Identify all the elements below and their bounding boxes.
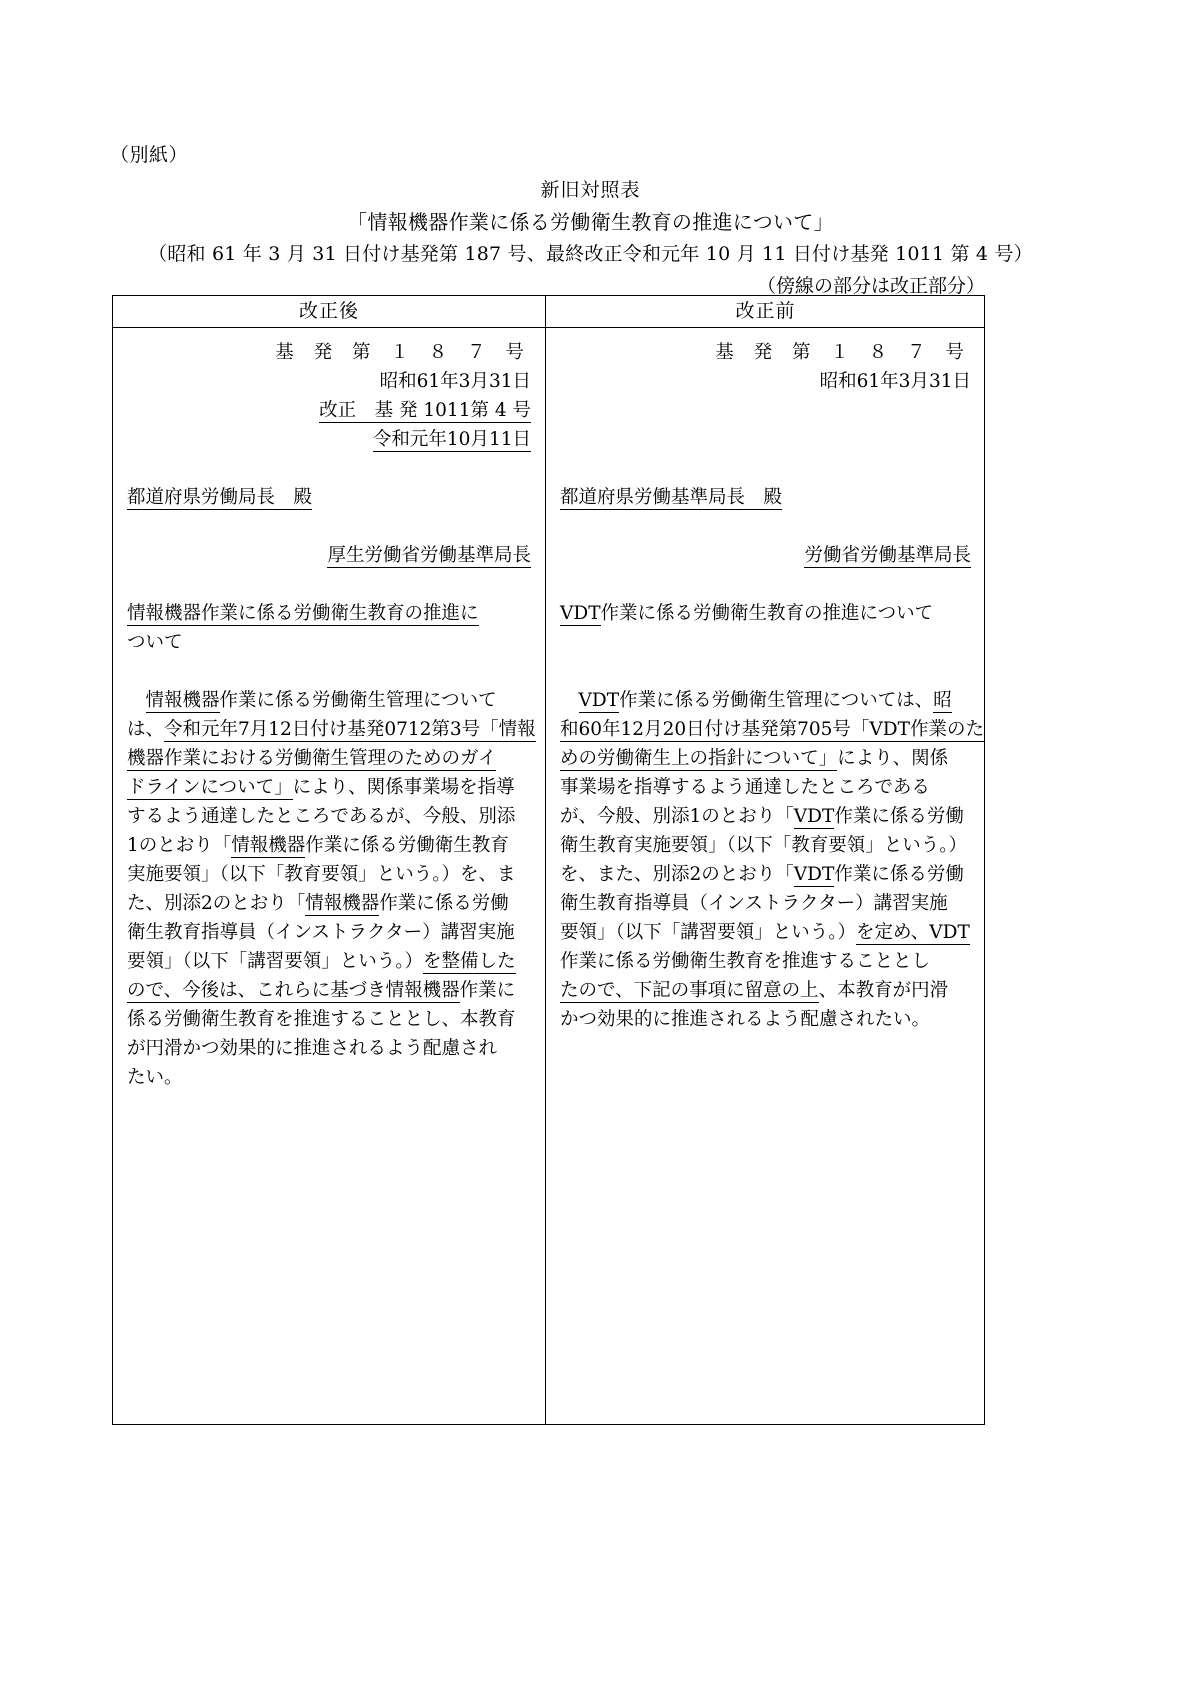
spacer-line [127,512,531,541]
after-amendment-number: 改正 基 発 1011第 4 号 [319,400,531,421]
after-body-line: た、別添2のとおり「情報機器作業に係る労働 [127,893,509,914]
after-body-line: 要領」（以下「講習要領」という。）を整備した [127,951,516,972]
document-subject: 「情報機器作業に係る労働衛生教育の推進について」 [347,210,834,234]
before-body-line: かつ効果的に推進されるよう配慮されたい。 [560,1009,931,1030]
spacer-line [560,512,971,541]
after-body-line: は、令和元年7月12日付け基発0712第3号「情報 [127,719,536,740]
before-subject-line-1: VDT作業に係る労働衛生教育の推進について [560,603,934,624]
spacer-line [560,396,971,425]
table-cell-after [113,328,545,1092]
before-body-line: 和60年12月20日付け基発第705号「VDT作業のた [560,719,984,740]
page-title: 新旧対照表 [540,179,641,201]
comparison-table [112,295,985,1425]
before-body-line: 事業場を指導するよう通達したところである [560,777,930,798]
table-header-row [113,296,984,328]
before-body-line: 衛生教育指導員（インストラクター）講習実施 [560,893,948,914]
after-document-number: 基 発 第 １ ８ ７ 号 [275,342,531,363]
after-body-line: 情報機器作業に係る労働衛生管理について [145,690,497,711]
before-body-line: 衛生教育実施要領」（以下「教育要領」という。） [560,835,968,856]
column-header-after: 改正後 [298,300,359,322]
after-body-line: 1のとおり「情報機器作業に係る労働衛生教育 [127,835,509,856]
after-issuer: 厚生労働省労働基準局長 [327,545,531,566]
after-addressee: 都道府県労働局長 殿 [127,487,313,508]
after-body-line: ドラインについて」により、関係事業場を指導 [127,777,515,798]
spacer-line [560,657,971,686]
after-document-date: 昭和61年3月31日 [379,371,531,392]
underline-legend-note: （傍線の部分は改正部分） [756,275,985,297]
document-citation: （昭和 61 年 3 月 31 日付け基発第 187 号、最終改正令和元年 10 月 11 日付け基発 1011 第 4 号） [148,243,1033,265]
before-body-line: めの労働衛生上の指針について」により、関係 [560,748,949,769]
after-subject-line-1: 情報機器作業に係る労働衛生教育の推進に [127,603,479,624]
before-body-line: が、今般、別添1のとおり「VDT作業に係る労働 [560,806,964,827]
spacer-line [560,425,971,454]
after-body-line: 実施要領」（以下「教育要領」という。）を、ま [127,864,516,885]
spacer-line [127,454,531,483]
before-body-line: 要領」（以下「講習要領」という。）を定め、VDT [560,922,970,943]
after-body-line: 係る労働衛生教育を推進することとし、本教育 [127,1009,516,1030]
after-subject-line-2: ついて [127,632,183,653]
before-body-line: を、また、別添2のとおり「VDT作業に係る労働 [560,864,964,885]
after-body-line: 機器作業における労働衛生管理のためのガイ [127,748,497,769]
before-content [560,338,984,1034]
after-body-line: 衛生教育指導員（インストラクター）講習実施 [127,922,515,943]
after-content [127,338,536,1092]
attachment-label: （別紙） [110,144,189,166]
before-issuer: 労働省労働基準局長 [804,545,971,566]
spacer-line [127,570,531,599]
spacer-line [560,628,971,657]
after-amendment-date: 令和元年10月11日 [372,429,531,450]
before-body-line: たので、下記の事項に留意の上、本教育が円滑 [560,980,949,1001]
spacer-line [560,570,971,599]
before-document-number: 基 発 第 １ ８ ７ 号 [715,342,971,363]
spacer-line [127,657,531,686]
spacer-line [560,454,971,483]
after-body-line: が円滑かつ効果的に推進されるよう配慮され [127,1038,498,1059]
after-body-line: ので、今後は、これらに基づき情報機器作業に [127,980,516,1001]
after-body-line: たい。 [127,1067,183,1088]
column-header-before: 改正前 [735,300,796,322]
before-body-line: VDT作業に係る労働衛生管理については、昭 [578,690,952,711]
after-body-line: するよう通達したところであるが、今般、別添 [127,806,516,827]
before-document-date: 昭和61年3月31日 [819,371,971,392]
table-cell-before [546,328,985,1034]
before-body-line: 作業に係る労働衛生教育を推進することとし [560,951,931,972]
before-addressee: 都道府県労働基準局長 殿 [560,487,783,508]
